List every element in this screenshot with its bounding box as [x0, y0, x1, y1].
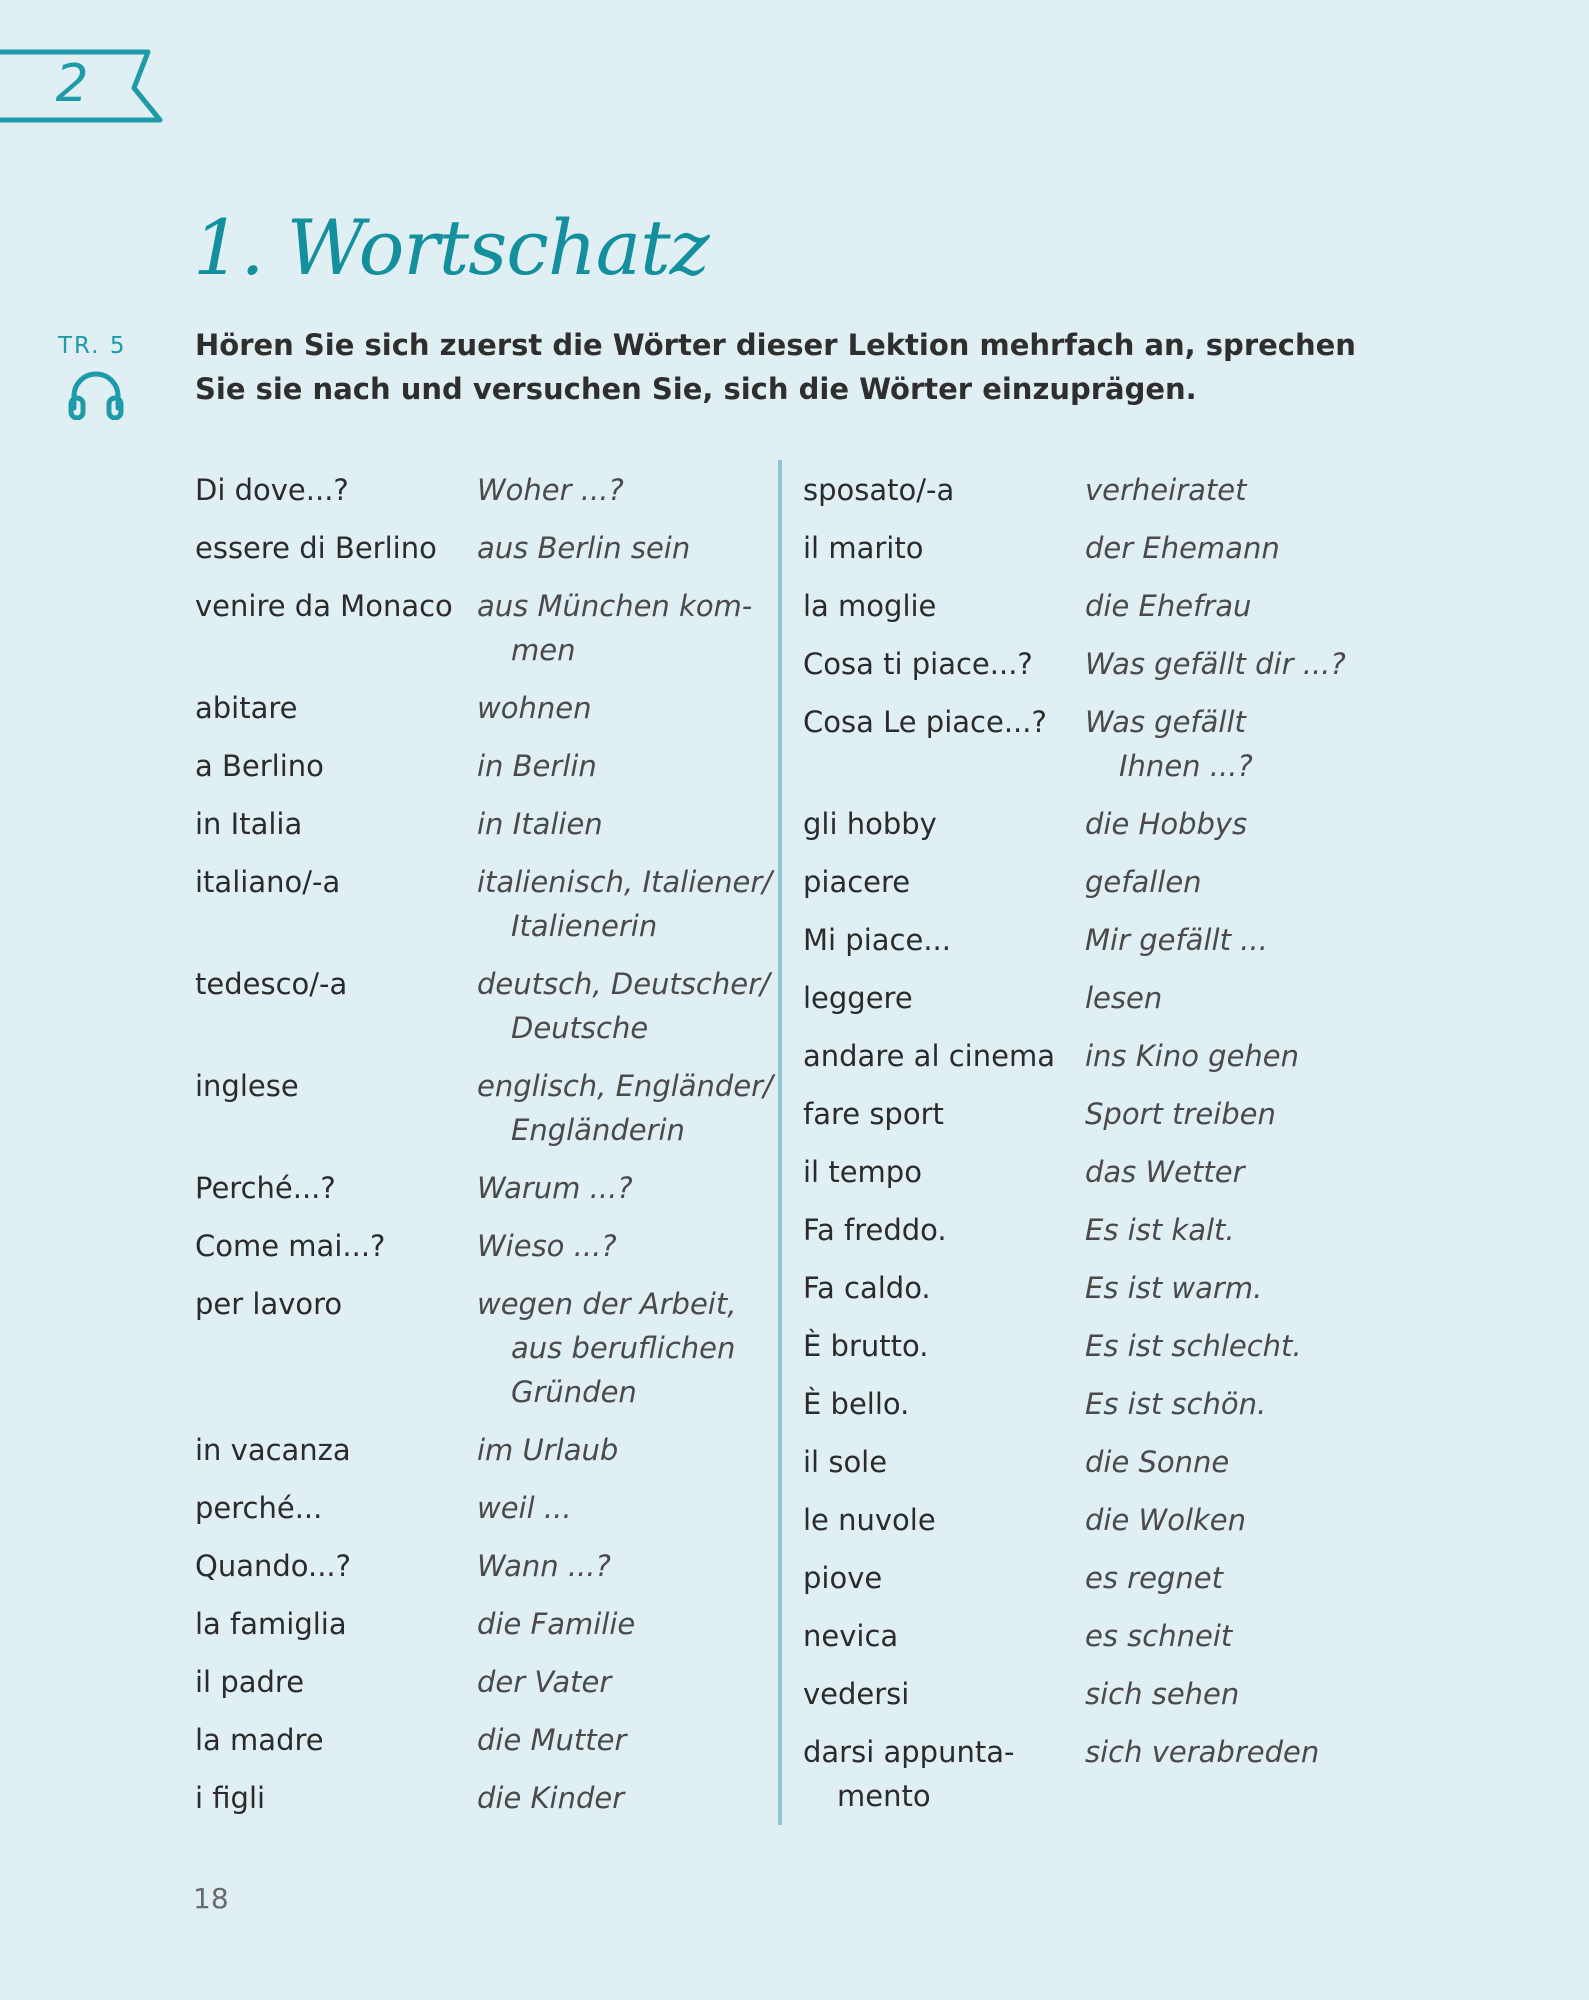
german-translation: [1085, 1440, 1363, 1484]
italian-term-line: le nuvole: [803, 1503, 936, 1537]
german-translation-line: Warum ...?: [477, 1171, 633, 1205]
vocab-entry: [195, 1224, 765, 1268]
italian-term-line: sposato/-a: [803, 473, 955, 507]
german-translation-line: Es ist schön.: [1085, 1387, 1267, 1421]
vocab-entry: [803, 802, 1363, 846]
italian-term-line: mento: [837, 1779, 931, 1813]
italian-term: [803, 802, 937, 846]
italian-term: [195, 744, 324, 788]
italian-term-line: inglese: [195, 1069, 299, 1103]
german-translation-line: wohnen: [477, 691, 592, 725]
italian-term: [195, 1660, 304, 1704]
german-translation: [477, 1776, 765, 1820]
vocab-entry: [803, 860, 1363, 904]
german-translation: [477, 1660, 765, 1704]
vocab-entry: [803, 1672, 1363, 1716]
italian-term-line: Mi piace...: [803, 923, 951, 957]
italian-term-line: gli hobby: [803, 807, 937, 841]
german-translation: [1085, 802, 1363, 846]
german-translation-line: Es ist schlecht.: [1085, 1329, 1302, 1363]
italian-term-line: Come mai...?: [195, 1229, 386, 1263]
italian-term: [803, 1556, 882, 1600]
german-translation-line: englisch, Engländer/: [477, 1069, 773, 1103]
german-translation-line: gefallen: [1085, 865, 1202, 899]
german-translation-line: die Kinder: [477, 1781, 625, 1815]
vocab-entry: [195, 1660, 765, 1704]
vocab-entry: [195, 962, 770, 1050]
german-translation: [477, 584, 765, 672]
vocab-entry: [195, 1776, 765, 1820]
section-title: 1. Wortschatz: [193, 203, 709, 292]
german-translation-line: deutsch, Deutscher/: [477, 967, 770, 1001]
italian-term: [195, 1718, 324, 1762]
italian-term: [803, 468, 954, 512]
vocab-entry: [195, 744, 765, 788]
italian-term: [803, 1730, 1014, 1818]
italian-term-line: È bello.: [803, 1387, 910, 1421]
chapter-number: 2: [55, 54, 89, 114]
vocab-entry: [195, 1602, 765, 1646]
vocab-entry: [803, 526, 1363, 570]
italian-term: [195, 1602, 347, 1646]
german-translation-line: im Urlaub: [477, 1433, 619, 1467]
italian-term: [803, 1092, 944, 1136]
german-translation-line: Italienerin: [511, 909, 658, 943]
vocab-entry: [803, 1266, 1363, 1310]
german-translation-line: ins Kino gehen: [1085, 1039, 1300, 1073]
italian-term: [195, 686, 298, 730]
german-translation-line: Wieso ...?: [477, 1229, 617, 1263]
german-translation-line: aus Berlin sein: [477, 531, 691, 565]
german-translation-line: wegen der Arbeit,: [477, 1287, 737, 1321]
german-translation: [477, 1428, 765, 1472]
italian-term-line: per lavoro: [195, 1287, 343, 1321]
german-translation: [477, 1486, 765, 1530]
italian-term-line: darsi appunta-: [803, 1735, 1015, 1769]
german-translation: [1085, 1324, 1363, 1368]
italian-term-line: venire da Monaco: [195, 589, 453, 623]
german-translation: [477, 1064, 773, 1152]
italian-term-line: nevica: [803, 1619, 899, 1653]
italian-term: [195, 1486, 322, 1530]
german-translation-line: in Berlin: [477, 749, 597, 783]
italian-term: [803, 1150, 922, 1194]
vocab-column-right: [803, 468, 1363, 1832]
german-translation-line: sich verabreden: [1085, 1735, 1320, 1769]
vocab-entry: [803, 1498, 1363, 1542]
german-translation: [477, 1544, 765, 1588]
italian-term: [803, 1324, 928, 1368]
vocab-entry: [195, 1064, 773, 1152]
italian-term: [803, 1498, 936, 1542]
italian-term: [803, 1382, 909, 1426]
german-translation: [477, 744, 765, 788]
italian-term-line: fare sport: [803, 1097, 944, 1131]
german-translation: [1085, 1556, 1363, 1600]
italian-term-line: la famiglia: [195, 1607, 347, 1641]
italian-term: [195, 1282, 342, 1326]
vocab-entry: [195, 860, 773, 948]
italian-term-line: Quando...?: [195, 1549, 352, 1583]
vocab-entry: [803, 1614, 1363, 1658]
italian-term: [195, 526, 437, 570]
german-translation: [1085, 584, 1363, 628]
italian-term: [803, 976, 913, 1020]
german-translation: [1085, 1672, 1363, 1716]
italian-term-line: leggere: [803, 981, 913, 1015]
italian-term: [195, 962, 347, 1006]
italian-term: [803, 1208, 947, 1252]
italian-term-line: in vacanza: [195, 1433, 351, 1467]
italian-term: [195, 802, 302, 846]
vocab-entry: [803, 976, 1363, 1020]
german-translation-line: Gründen: [511, 1375, 637, 1409]
italian-term-line: essere di Berlino: [195, 531, 437, 565]
italian-term: [195, 860, 340, 904]
german-translation-line: die Familie: [477, 1607, 636, 1641]
italian-term-line: il padre: [195, 1665, 305, 1699]
italian-term-line: italiano/-a: [195, 865, 341, 899]
vocab-entry: [803, 1034, 1363, 1078]
italian-term-line: tedesco/-a: [195, 967, 348, 1001]
german-translation: [1085, 642, 1363, 686]
german-translation-line: Es ist kalt.: [1085, 1213, 1235, 1247]
vocab-entry: [195, 1544, 765, 1588]
german-translation: [477, 1602, 765, 1646]
italian-term-line: Fa caldo.: [803, 1271, 931, 1305]
vocab-entry: [803, 468, 1363, 512]
german-translation-line: Was gefällt dir ...?: [1085, 647, 1346, 681]
german-translation: [477, 860, 773, 948]
italian-term-line: andare al cinema: [803, 1039, 1055, 1073]
column-divider: [778, 460, 782, 1825]
german-translation: [1085, 468, 1363, 512]
page-number: 18: [193, 1882, 229, 1915]
german-translation-line: weil ...: [477, 1491, 572, 1525]
italian-term: [803, 1034, 1055, 1078]
italian-term: [195, 1166, 336, 1210]
german-translation: [1085, 1382, 1363, 1426]
german-translation: [477, 962, 770, 1050]
german-translation: [1085, 1034, 1363, 1078]
german-translation: [1085, 1092, 1363, 1136]
headphones-icon: [68, 368, 124, 420]
italian-term-line: perché...: [195, 1491, 323, 1525]
german-translation-line: Es ist warm.: [1085, 1271, 1263, 1305]
italian-term-line: a Berlino: [195, 749, 324, 783]
german-translation: [477, 1718, 765, 1762]
italian-term-line: Di dove...?: [195, 473, 349, 507]
vocab-entry: [803, 1208, 1363, 1252]
vocab-entry: [195, 802, 765, 846]
vocab-entry: [195, 686, 765, 730]
german-translation: [1085, 976, 1363, 1020]
german-translation-line: es schneit: [1085, 1619, 1233, 1653]
german-translation-line: es regnet: [1085, 1561, 1223, 1595]
german-translation: [477, 526, 765, 570]
german-translation-line: die Mutter: [477, 1723, 627, 1757]
vocab-entry: [803, 1150, 1363, 1194]
german-translation: [477, 1282, 765, 1414]
german-translation: [1085, 1266, 1363, 1310]
vocab-entry: [803, 1730, 1363, 1818]
vocab-column-left: [195, 468, 773, 1834]
italian-term: [195, 1064, 299, 1108]
german-translation-line: die Sonne: [1085, 1445, 1230, 1479]
italian-term: [195, 584, 453, 628]
italian-term-line: Cosa Le piace...?: [803, 705, 1047, 739]
german-translation-line: aus München kom-: [477, 589, 753, 623]
german-translation-line: men: [511, 633, 576, 667]
italian-term: [803, 1614, 898, 1658]
german-translation: [477, 468, 765, 512]
german-translation-line: Deutsche: [511, 1011, 649, 1045]
german-translation: [1085, 1730, 1363, 1818]
german-translation-line: Engländerin: [511, 1113, 685, 1147]
italian-term: [803, 1266, 931, 1310]
vocab-entry: [803, 1440, 1363, 1484]
german-translation: [1085, 1614, 1363, 1658]
german-translation-line: verheiratet: [1085, 473, 1247, 507]
vocab-entry: [195, 584, 765, 672]
german-translation: [1085, 860, 1363, 904]
vocab-entry: [803, 918, 1363, 962]
german-translation-line: Ihnen ...?: [1119, 749, 1253, 783]
italian-term: [803, 1672, 909, 1716]
german-translation-line: in Italien: [477, 807, 603, 841]
italian-term: [803, 1440, 887, 1484]
german-translation-line: aus beruflichen: [511, 1331, 736, 1365]
vocab-entry: [195, 526, 765, 570]
italian-term-line: i figli: [195, 1781, 266, 1815]
german-translation: [1085, 1208, 1363, 1252]
vocab-entry: [195, 1282, 765, 1414]
vocab-entry: [195, 1166, 765, 1210]
german-translation-line: der Ehemann: [1085, 531, 1280, 565]
italian-term-line: il sole: [803, 1445, 888, 1479]
german-translation-line: sich sehen: [1085, 1677, 1240, 1711]
german-translation: [477, 686, 765, 730]
italian-term: [803, 918, 951, 962]
italian-term-line: la madre: [195, 1723, 324, 1757]
italian-term-line: la moglie: [803, 589, 937, 623]
german-translation: [1085, 700, 1363, 788]
vocab-entry: [803, 1324, 1363, 1368]
italian-term-line: abitare: [195, 691, 298, 725]
italian-term-line: il marito: [803, 531, 924, 565]
vocab-entry: [803, 584, 1363, 628]
italian-term-line: il tempo: [803, 1155, 922, 1189]
italian-term: [195, 1428, 351, 1472]
vocab-entry: [195, 468, 765, 512]
german-translation: [477, 1166, 765, 1210]
german-translation-line: der Vater: [477, 1665, 612, 1699]
german-translation-line: die Wolken: [1085, 1503, 1247, 1537]
vocab-entry: [195, 1428, 765, 1472]
vocab-entry: [803, 1092, 1363, 1136]
italian-term: [195, 1224, 385, 1268]
german-translation: [1085, 1498, 1363, 1542]
german-translation: [477, 1224, 765, 1268]
german-translation-line: Was gefällt: [1085, 705, 1246, 739]
italian-term-line: Cosa ti piace...?: [803, 647, 1033, 681]
italian-term-line: Perché...?: [195, 1171, 336, 1205]
german-translation: [477, 802, 765, 846]
german-translation: [1085, 1150, 1363, 1194]
italian-term: [803, 642, 1033, 686]
german-translation-line: Sport treiben: [1085, 1097, 1276, 1131]
vocab-entry: [803, 1556, 1363, 1600]
italian-term: [803, 860, 910, 904]
vocab-entry: [803, 1382, 1363, 1426]
instruction-text: Hören Sie sich zuerst die Wörter dieser Lektion mehrfach an, sprechen Sie sie nach und versuchen Sie, sich die Wörter einzuprägen.: [195, 328, 1356, 406]
italian-term: [803, 700, 1047, 744]
italian-term: [195, 468, 349, 512]
german-translation: [1085, 918, 1363, 962]
vocab-entry: [803, 642, 1363, 686]
italian-term-line: piacere: [803, 865, 911, 899]
german-translation-line: die Hobbys: [1085, 807, 1248, 841]
italian-term: [195, 1544, 351, 1588]
vocab-entry: [803, 700, 1363, 788]
german-translation: [1085, 526, 1363, 570]
italian-term: [195, 1776, 265, 1820]
italian-term-line: in Italia: [195, 807, 303, 841]
german-translation-line: Woher ...?: [477, 473, 624, 507]
german-translation-line: italienisch, Italiener/: [477, 865, 773, 899]
italian-term: [803, 584, 936, 628]
vocab-entry: [195, 1486, 765, 1530]
italian-term-line: vedersi: [803, 1677, 910, 1711]
german-translation-line: die Ehefrau: [1085, 589, 1252, 623]
german-translation-line: Wann ...?: [477, 1549, 611, 1583]
german-translation-line: das Wetter: [1085, 1155, 1245, 1189]
italian-term-line: piove: [803, 1561, 883, 1595]
german-translation-line: Mir gefällt ...: [1085, 923, 1268, 957]
italian-term-line: Fa freddo.: [803, 1213, 947, 1247]
track-label: TR. 5: [58, 333, 127, 359]
italian-term-line: È brutto.: [803, 1329, 929, 1363]
italian-term: [803, 526, 923, 570]
german-translation-line: lesen: [1085, 981, 1163, 1015]
vocab-entry: [195, 1718, 765, 1762]
